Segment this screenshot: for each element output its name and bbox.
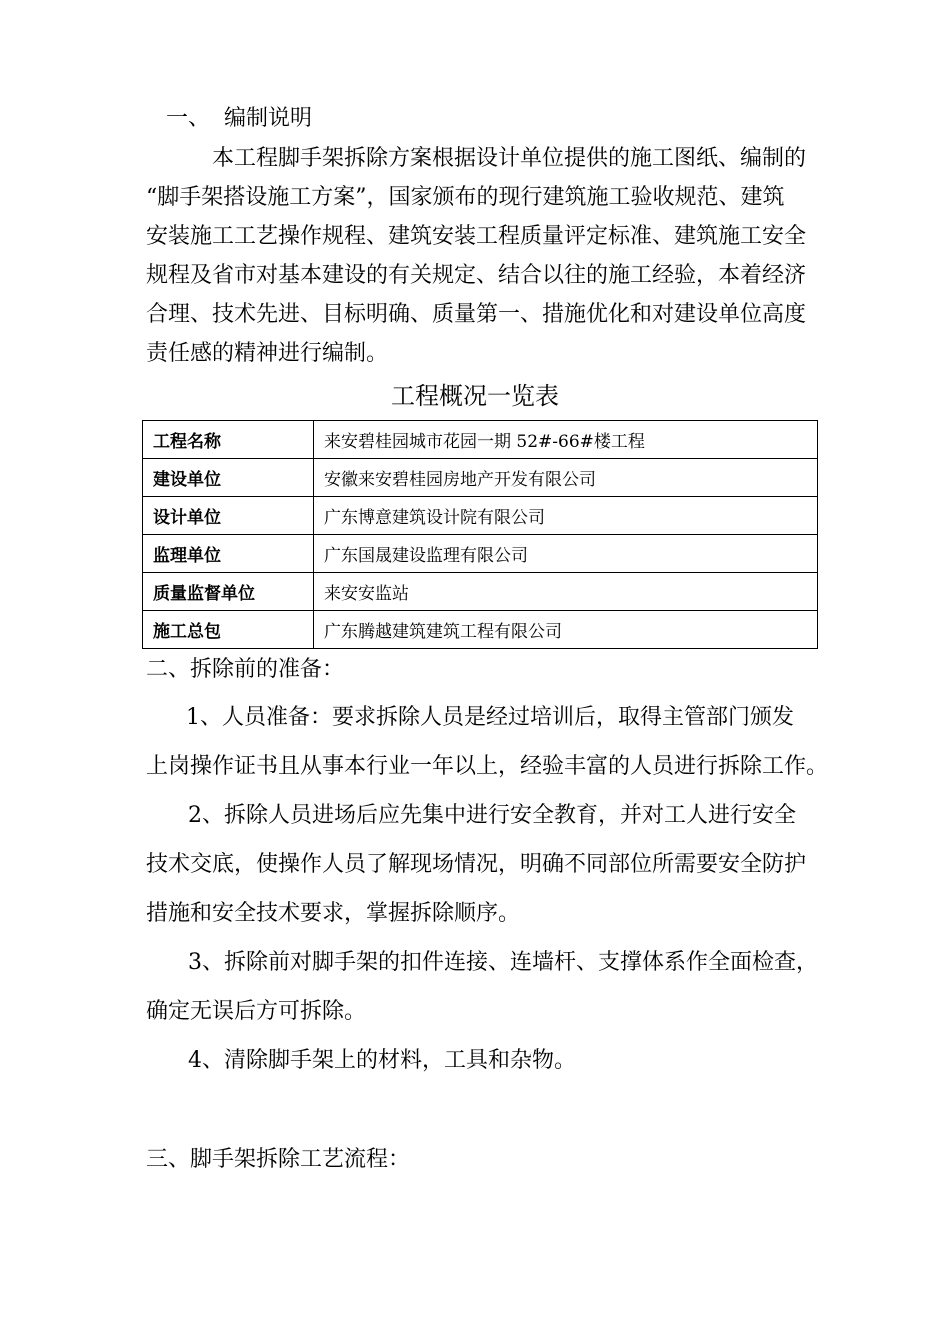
section-1-title: 编制说明	[224, 106, 313, 131]
table-row	[143, 573, 818, 611]
table-value: 广东博意建筑设计院有限公司	[314, 497, 818, 535]
project-overview-table	[142, 420, 818, 649]
section-1-line-2: “脚手架搭设施工方案”，国家颁布的现行建筑施工验收规范、建筑	[146, 185, 785, 210]
section-2-line-8: 4、清除脚手架上的材料，工具和杂物。	[188, 1048, 576, 1073]
table-row	[143, 611, 818, 649]
table-title: 工程概况一览表	[391, 382, 559, 410]
section-3-title: 三、脚手架拆除工艺流程：	[146, 1147, 411, 1172]
table-value: 广东腾越建筑建筑工程有限公司	[314, 611, 818, 649]
section-1-line-4: 规程及省市对基本建设的有关规定、结合以往的施工经验，本着经济	[146, 263, 807, 288]
section-1-heading	[166, 104, 312, 134]
table-key: 施工总包	[143, 611, 314, 649]
table-row	[143, 535, 818, 573]
table-key: 质量监督单位	[143, 573, 314, 611]
section-2-line-5: 措施和安全技术要求，掌握拆除顺序。	[146, 901, 521, 926]
section-2-line-3: 2、拆除人员进场后应先集中进行安全教育，并对工人进行安全	[188, 803, 796, 828]
section-2-line-7: 确定无误后方可拆除。	[146, 999, 367, 1024]
table-value: 广东国晟建设监理有限公司	[314, 535, 818, 573]
table-row	[143, 421, 818, 459]
section-2-line-4: 技术交底，使操作人员了解现场情况，明确不同部位所需要安全防护	[146, 852, 807, 877]
table-value: 来安安监站	[314, 573, 818, 611]
table-value: 安徽来安碧桂园房地产开发有限公司	[314, 459, 818, 497]
section-1-line-6: 责任感的精神进行编制。	[146, 341, 389, 366]
table-key: 监理单位	[143, 535, 314, 573]
table-value: 来安碧桂园城市花园一期 52#-66#楼工程	[314, 421, 818, 459]
table-row	[143, 459, 818, 497]
section-1-number: 一、	[166, 106, 211, 131]
section-2-line-1: 1、人员准备：要求拆除人员是经过培训后，取得主管部门颁发	[186, 705, 794, 730]
section-1-line-3: 安装施工工艺操作规程、建筑安装工程质量评定标准、建筑施工安全	[146, 224, 807, 249]
section-2-line-6: 3、拆除前对脚手架的扣件连接、连墙杆、支撑体系作全面检查，	[188, 950, 818, 975]
section-1-line-5: 合理、技术先进、目标明确、质量第一、措施优化和对建设单位高度	[146, 302, 807, 327]
table-row	[143, 497, 818, 535]
section-1-line-1: 本工程脚手架拆除方案根据设计单位提供的施工图纸、编制的	[212, 146, 807, 171]
table-key: 工程名称	[143, 421, 314, 459]
table-key: 建设单位	[143, 459, 314, 497]
table-key: 设计单位	[143, 497, 314, 535]
section-2-title: 二、拆除前的准备：	[146, 657, 345, 682]
section-2-line-2: 上岗操作证书且从事本行业一年以上，经验丰富的人员进行拆除工作。	[146, 754, 829, 779]
